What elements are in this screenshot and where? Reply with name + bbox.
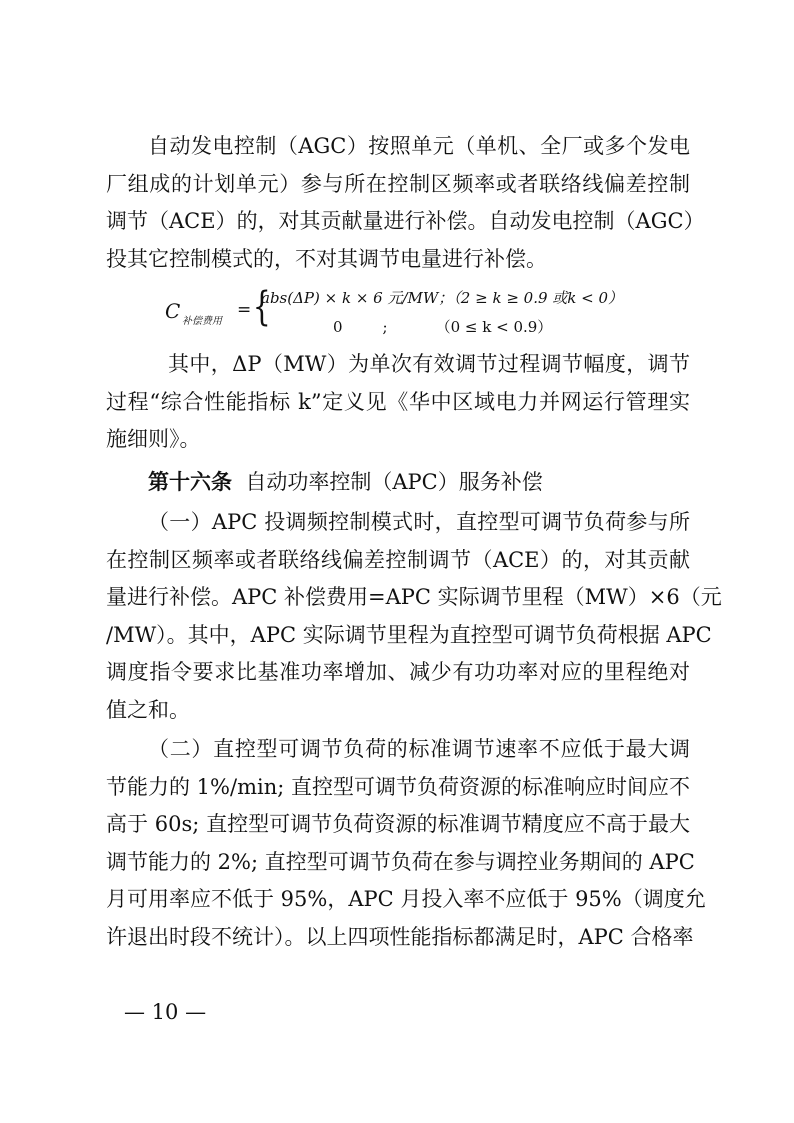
- formula-case-2-condition: （0 ≤ k < 0.9）: [435, 318, 553, 336]
- paragraph-line: 调节（ACE）的，对其贡献量进行补偿。自动发电控制（AGC）: [106, 209, 705, 233]
- paragraph-line: （一）APC 投调频控制模式时，直控型可调节负荷参与所: [148, 510, 690, 534]
- paragraph-line: 施细则》。: [106, 427, 201, 451]
- paragraph-line: 量进行补偿。APC 补偿费用=APC 实际调节里程（MW）×6（元: [106, 585, 722, 609]
- formula-brace: {: [252, 284, 271, 330]
- formula-case-2-separator: ;: [382, 318, 388, 336]
- paragraph-line: 高于 60s; 直控型可调节负荷资源的标准调节精度应不高于最大: [106, 812, 690, 836]
- formula-subscript: 补偿费用: [182, 316, 222, 327]
- paragraph-line: 过程“综合性能指标 k”定义见《华中区域电力并网运行管理实: [106, 389, 690, 414]
- paragraph-apc-compensation: [106, 504, 722, 729]
- paragraph-line: /MW）。其中，APC 实际调节里程为直控型可调节负荷根据 APC: [106, 622, 712, 647]
- formula-case-2: [333, 316, 552, 337]
- paragraph-line: 值之和。: [106, 697, 190, 722]
- formula-equals: =: [237, 300, 252, 320]
- paragraph-line: 厂组成的计划单元）参与所在控制区频率或者联络线偏差控制: [106, 171, 690, 196]
- paragraph-apc-performance: [106, 731, 706, 956]
- paragraph-line: 许退出时段不统计）。以上四项性能指标都满足时，APC 合格率: [106, 924, 694, 949]
- paragraph-line: 调节能力的 2%; 直控型可调节负荷在参与调控业务期间的 APC: [106, 849, 695, 874]
- compensation-formula: [165, 283, 665, 343]
- paragraph-line: 其中，ΔP（MW）为单次有效调节过程调节幅度，调节: [168, 352, 690, 376]
- article-number: 第十六条: [148, 469, 232, 494]
- paragraph-line: 节能力的 1%/min; 直控型可调节负荷资源的标准响应时间应不: [106, 774, 690, 799]
- article-title: 自动功率控制（APC）服务补偿: [245, 470, 543, 494]
- formula-case-2-value: 0: [333, 318, 343, 336]
- formula-case-1: abs(ΔP) × k × 6 元/MW；（2 ≥ k ≥ 0.9 或k < 0）: [261, 289, 624, 307]
- paragraph-line: （二）直控型可调节负荷的标准调节速率不应低于最大调: [148, 737, 690, 761]
- paragraph-line: 在控制区频率或者联络线偏差控制调节（ACE）的，对其贡献: [106, 547, 690, 572]
- paragraph-definition: [106, 346, 690, 459]
- article-heading: [106, 463, 690, 502]
- paragraph-line: 自动发电控制（AGC）按照单元（单机、全厂或多个发电: [148, 134, 690, 158]
- paragraph-agc: [106, 128, 705, 278]
- paragraph-line: 调度指令要求比基准功率增加、减少有功功率对应的里程绝对: [106, 660, 690, 684]
- formula-symbol: C: [165, 299, 181, 323]
- paragraph-line: 投其它控制模式的，不对其调节电量进行补偿。: [106, 246, 547, 271]
- page-number: — 10 —: [124, 1000, 207, 1024]
- paragraph-line: 月可用率应不低于 95%，APC 月投入率不应低于 95%（调度允: [106, 887, 706, 911]
